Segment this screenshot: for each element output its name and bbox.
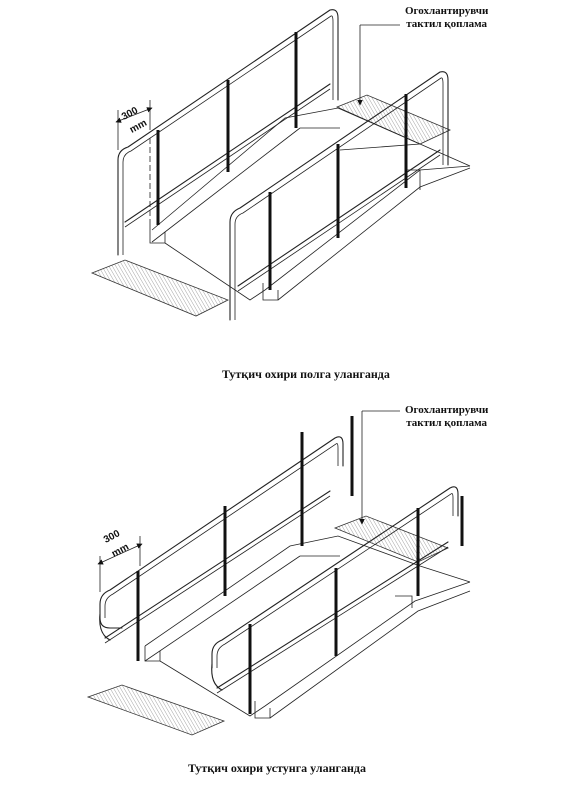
dimension-value: 300: [102, 528, 122, 546]
tactile-paving-top: [335, 516, 448, 562]
left-handrail: [118, 10, 338, 255]
dimension-unit: mm: [110, 541, 131, 560]
tactile-paving-top: [337, 95, 450, 144]
dimension-value: 300: [120, 105, 140, 123]
ramp-drawing-post-ending: [0, 396, 569, 792]
tactile-callout: [405, 404, 488, 430]
dimension-unit: mm: [128, 117, 149, 136]
tactile-paving-bottom: [92, 260, 228, 316]
tactile-callout-line2: тактил қоплама: [406, 417, 488, 429]
figure-caption: Тутқич охири устунга уланганда: [188, 761, 366, 775]
ramp-edges: [145, 536, 470, 718]
right-handrail: [212, 487, 462, 714]
bottom-figure: [0, 396, 569, 792]
figure-caption: Тутқич охири полга уланганда: [222, 367, 390, 381]
tactile-callout-line2: тактил қоплама: [406, 18, 488, 30]
tactile-callout-line1: Огохлантирувчи: [405, 404, 489, 416]
left-handrail: [100, 416, 352, 661]
tactile-callout-line1: Огохлантирувчи: [405, 5, 489, 17]
right-handrail: [230, 72, 448, 320]
tactile-callout: [405, 5, 488, 31]
tactile-paving-bottom: [88, 685, 224, 735]
